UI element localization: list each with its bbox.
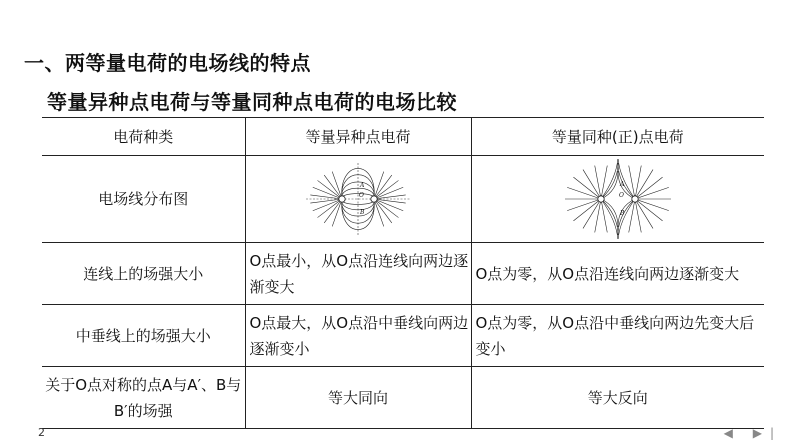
field-line bbox=[374, 172, 384, 199]
table-row bbox=[42, 156, 764, 243]
field-line bbox=[635, 177, 663, 199]
page-number: 2 bbox=[38, 426, 45, 439]
field-line bbox=[342, 199, 375, 230]
positive-charge bbox=[598, 196, 604, 202]
row-label-field-diagram: 电场线分布图 bbox=[42, 156, 245, 243]
like-symmetric-points: 等大反向 bbox=[471, 367, 764, 429]
section-heading: 一、两等量电荷的电场线的特点 bbox=[24, 51, 311, 75]
field-line bbox=[573, 199, 601, 221]
point-label-a_o: O bbox=[359, 192, 364, 199]
opposite-symmetric-points: 等大同向 bbox=[245, 367, 471, 429]
field-line bbox=[332, 199, 342, 226]
header-opposite-charges: 等量异种点电荷 bbox=[245, 118, 471, 156]
table-row bbox=[42, 305, 764, 367]
table-row bbox=[42, 243, 764, 305]
like-line-strength: O点为零，从O点沿连线向两边逐渐变大 bbox=[471, 243, 764, 305]
opposite-bisector-strength: O点最大，从O点沿中垂线向两边逐渐变小 bbox=[245, 305, 471, 367]
field-line bbox=[374, 199, 384, 226]
opposite-charge-field-diagram bbox=[245, 156, 471, 243]
field-line bbox=[635, 199, 669, 211]
field-line bbox=[573, 177, 601, 199]
header-charge-type: 电荷种类 bbox=[42, 118, 245, 156]
positive-charge bbox=[632, 196, 638, 202]
field-line bbox=[342, 168, 375, 199]
table-row bbox=[42, 367, 764, 429]
point-label-a_top: A bbox=[360, 182, 365, 189]
section-subheading: 等量异种点电荷与等量同种点电荷的电场比较 bbox=[47, 90, 457, 114]
point-label-b_bottom: B bbox=[619, 210, 625, 217]
like-bisector-strength: O点为零，从O点沿中垂线向两边先变大后变小 bbox=[471, 305, 764, 367]
dipole-field-lines-figure bbox=[298, 159, 418, 239]
field-line bbox=[635, 199, 663, 221]
comparison-table bbox=[42, 117, 764, 429]
row-label-bisector-strength: 中垂线上的场强大小 bbox=[42, 305, 245, 367]
row-label-line-strength: 连线上的场强大小 bbox=[42, 243, 245, 305]
like-charge-field-lines-figure bbox=[563, 159, 673, 239]
row-label-symmetric-points: 关于O点对称的点A与A′、B与B′的场强 bbox=[42, 367, 245, 429]
slide-nav-controls[interactable]: ◀ ▶| bbox=[723, 426, 782, 440]
positive-charge bbox=[339, 196, 345, 202]
point-label-a_bottom: B bbox=[360, 209, 365, 216]
field-line bbox=[567, 199, 601, 211]
header-like-charges: 等量同种(正)点电荷 bbox=[471, 118, 764, 156]
field-line bbox=[567, 187, 601, 199]
point-label-b_top: A bbox=[619, 181, 625, 188]
field-line bbox=[635, 187, 669, 199]
negative-charge bbox=[371, 196, 377, 202]
field-line bbox=[332, 172, 342, 199]
opposite-line-strength: O点最小，从O点沿连线向两边逐渐变大 bbox=[245, 243, 471, 305]
point-label-b_o: O bbox=[618, 192, 624, 199]
like-charge-field-diagram bbox=[471, 156, 764, 243]
table-header-row bbox=[42, 118, 764, 156]
